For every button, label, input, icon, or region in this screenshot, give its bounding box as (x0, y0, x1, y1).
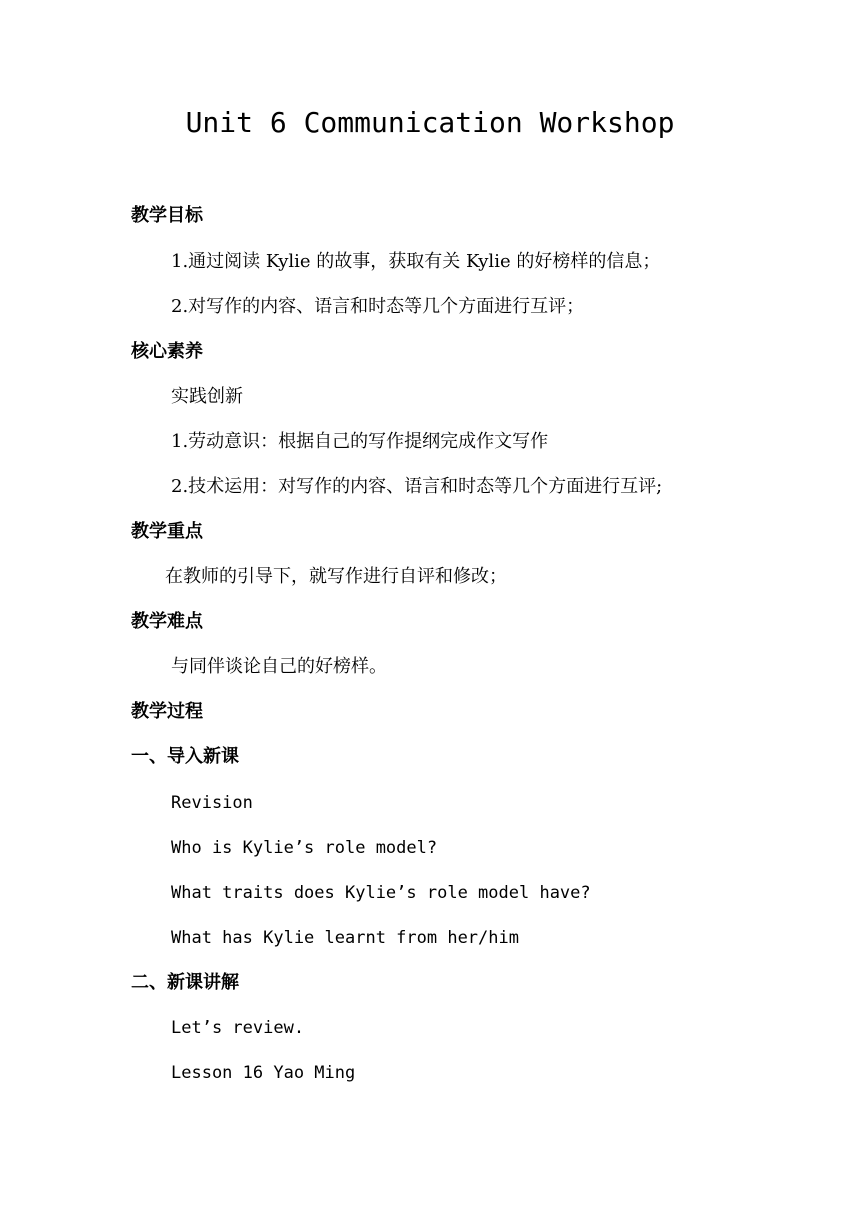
core-item-2: 1.劳动意识：根据自己的写作提纲完成作文写作 (171, 431, 549, 452)
intro-item-3: What traits does Kylie’s role model have? (171, 883, 591, 903)
key-point-item: 在教师的引导下，就写作进行自评和修改； (165, 566, 507, 587)
heading-intro: 一、导入新课 (131, 746, 239, 767)
heading-core: 核心素养 (131, 341, 203, 362)
intro-item-4: What has Kylie learnt from her/him (171, 928, 519, 948)
new-lesson-item-1: Let’s review. (171, 1018, 305, 1038)
difficulty-item: 与同伴谈论自己的好榜样。 (171, 656, 387, 677)
heading-process: 教学过程 (131, 701, 203, 722)
core-item-3: 2.技术运用：对写作的内容、语言和时态等几个方面进行互评; (171, 476, 663, 497)
core-item-1: 实践创新 (171, 386, 243, 407)
heading-difficulty: 教学难点 (131, 611, 203, 632)
heading-new-lesson: 二、新课讲解 (131, 972, 239, 993)
objective-item-2: 2.对写作的内容、语言和时态等几个方面进行互评； (171, 296, 585, 317)
intro-item-2: Who is Kylie’s role model? (171, 838, 438, 858)
heading-objectives: 教学目标 (131, 205, 203, 226)
intro-item-1: Revision (171, 793, 253, 813)
objective-item-1: 1.通过阅读 Kylie 的故事，获取有关 Kylie 的好榜样的信息； (171, 251, 661, 272)
heading-key-point: 教学重点 (131, 521, 203, 542)
document-title: Unit 6 Communication Workshop (185, 106, 675, 139)
new-lesson-item-2: Lesson 16 Yao Ming (171, 1063, 356, 1083)
